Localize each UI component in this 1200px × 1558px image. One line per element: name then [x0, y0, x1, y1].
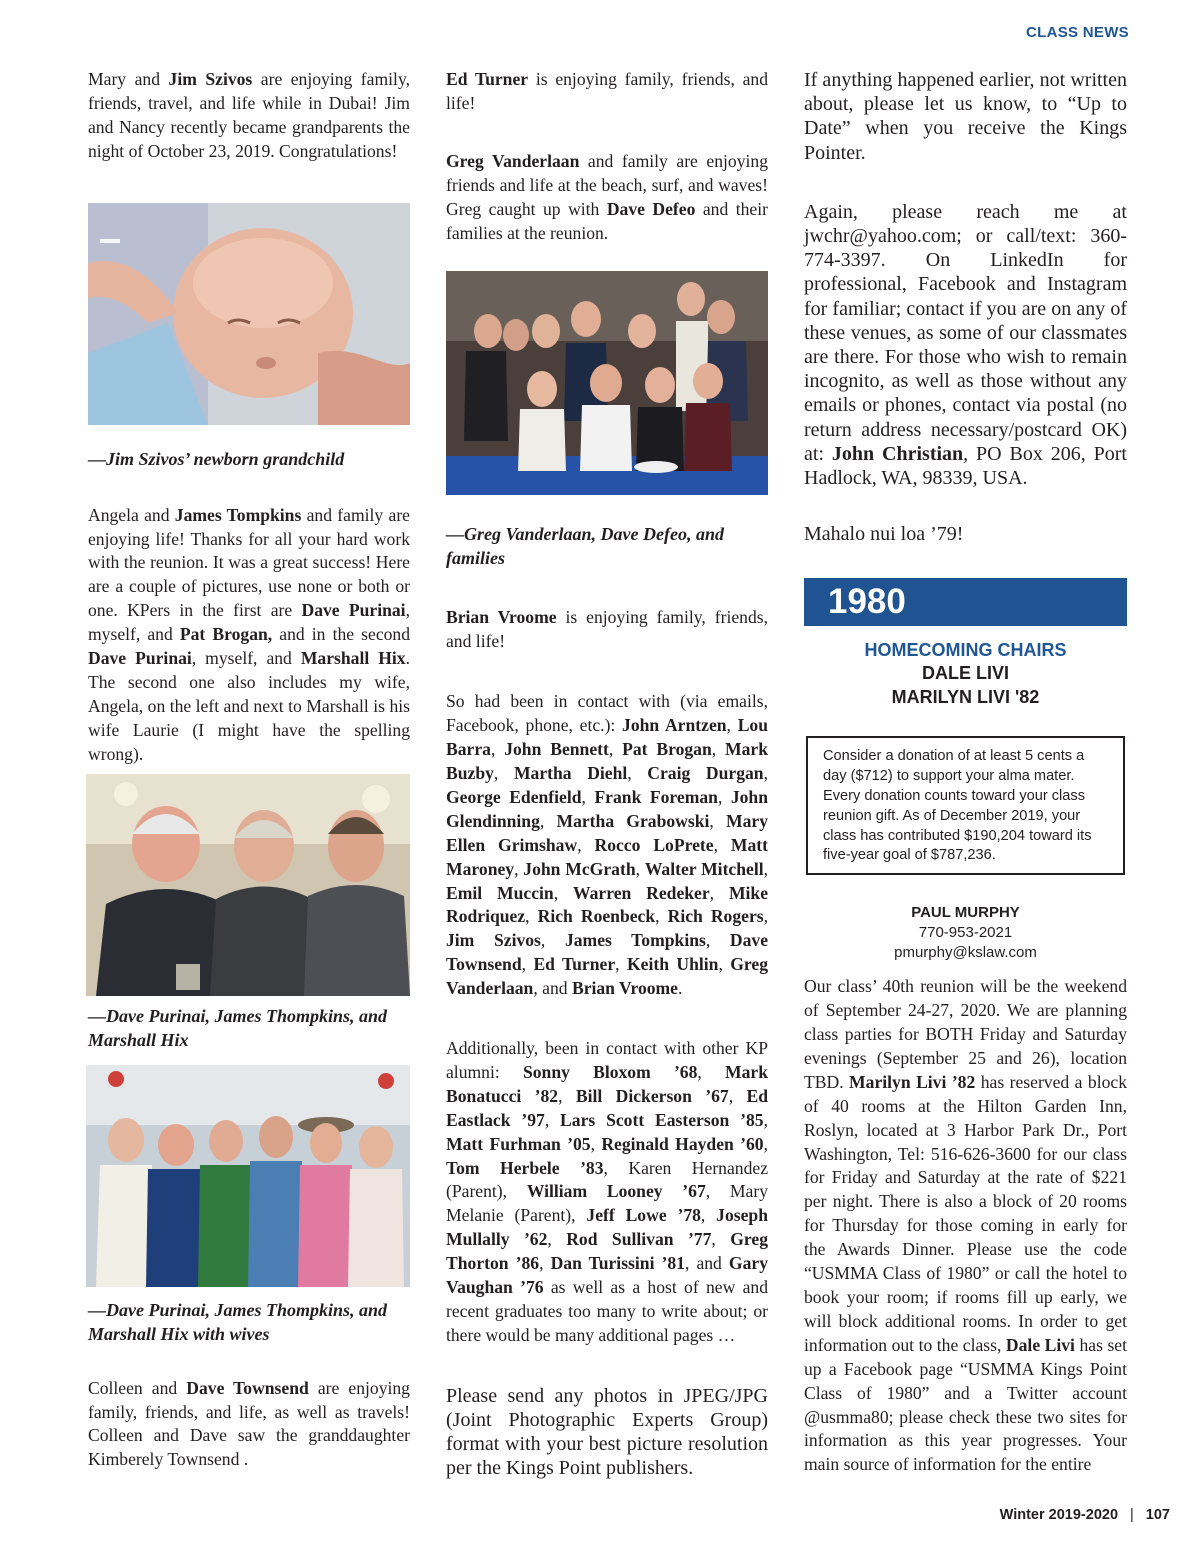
group-wives-photo-illustration	[86, 1065, 410, 1287]
page-number: 107	[1145, 1507, 1170, 1523]
contact-name-item: John McGrath	[523, 858, 636, 879]
contact-name-item: Mike Rodriquez	[446, 882, 769, 927]
class-year-band: 1980	[804, 578, 1127, 626]
homecoming-label: HOMECOMING CHAIRS	[864, 640, 1067, 661]
contact-name-item: George Edenfield	[446, 786, 582, 807]
families-caption: —Greg Vanderlaan, Dave Defeo, and families	[446, 524, 724, 569]
contact-name-item: Mary Ellen Grimshaw	[446, 810, 768, 855]
contact-name-item: Rich Roenbeck	[537, 906, 656, 927]
contacts-name-list: John Arntzen, Lou Barra, John Bennett, Pat Brogan, Mark Buzby, Martha Diehl, Craig Durgan, George Edenfield, Frank Foreman, John Glendinning, Martha Grabowski, Mary Ellen Grimshaw, Rocco LoPrete, Matt Maroney, John McGrath, Walter Mitchell, Emil Muccin, Warren Redeker, Mike Rodriquez, Rich Roenbeck, Rich Rogers, Jim Szivos, James Tompkins, Dave Townsend, Ed Turner, Keith Uhlin, Greg Vanderlaan	[446, 715, 769, 999]
contact-name-item: James Tompkins	[564, 930, 706, 951]
contacts-paragraph: So had been in contact with (via emails, Facebook, phone, etc.): John Arntzen, Lou Barra, John Bennett, Pat Brogan, Mark Buzby, Martha Diehl, Craig Durgan, George Edenfield, Frank Foreman, John Glendinning, Martha Grabowski, Mary Ellen Grimshaw, Rocco LoPrete, Matt Maroney, John McGrath, Walter Mitchell, Emil Muccin, Warren Redeker, Mike Rodriquez, Rich Roenbeck, Rich Rogers, Jim Szivos, James Tompkins, Dave Townsend, Ed Turner, Keith Uhlin, Greg Vanderlaan, and Brian Vroome.	[446, 691, 769, 999]
homecoming-chairs	[804, 639, 1127, 709]
chair-marilyn-livi: MARILYN LIVI '82	[891, 687, 1040, 708]
contact-name-item: Mark Buzby	[446, 739, 769, 783]
szivos-paragraph: Mary and Jim Szivos are enjoying family, friends, travel, and life while in Dubai! Jim and Nancy recently became grandparents the night of October 23, 2019. Congratulations!	[88, 69, 410, 161]
page-footer	[1000, 1507, 1170, 1523]
donation-box: Consider a donation of at least 5 cents a day ($712) to support your alma mater. Every donation counts toward your class reunion gift. As of December 2019, your class has contributed $190,204 toward its five-year goal of $787,236.	[806, 736, 1125, 875]
reach-me-paragraph: Again, please reach me at jwchr@yahoo.com; or call/text: 360-774-3397. On LinkedIn for professional, Facebook and Instagram for familiar; contact if you are on any of these venues, as some of our classmates are there. For those who wish to remain incognito, as well as those without any emails or phones, contact via postal (no return address necessary/postcard OK) at: John Christian, PO Box 206, Port Hadlock, WA, 98339, USA.	[804, 200, 1127, 490]
contact-name-item: Greg Vanderlaan	[446, 954, 769, 999]
contact-name-item: Warren Redeker	[572, 882, 710, 903]
mahalo-line: Mahalo nui loa ’79!	[804, 523, 964, 546]
vroome-paragraph: Brian Vroome is enjoying family, friends, and life!	[446, 607, 768, 652]
contact-name-item: John Bennett	[504, 739, 609, 760]
contact-name: PAUL MURPHY	[911, 904, 1020, 922]
column-2	[446, 68, 768, 1481]
photo-submission-paragraph: Please send any photos in JPEG/JPG (Joint Photographic Experts Group) format with your best picture resolution per the Kings Point publishers.	[446, 1384, 768, 1480]
turner-paragraph: Ed Turner is enjoying family, friends, and life!	[446, 69, 768, 113]
contact-name-item: Keith Uhlin	[626, 954, 719, 975]
contact-name-item: Dave Townsend	[446, 930, 768, 975]
newborn-caption: —Jim Szivos’ newborn grandchild	[88, 448, 345, 469]
three-men-photo-illustration	[86, 774, 410, 996]
contact-name-item: Emil Muccin	[446, 882, 554, 903]
issue-label: Winter 2019-2020	[999, 1507, 1119, 1523]
alumni-paragraph: Additionally, been in contact with other KP alumni: Sonny Bloxom ’68, Mark Bonatucci ’82, Bill Dickerson ’67, Ed Eastlack ’97, Lars Scott Easterson ’85, Matt Furhman ’05, Reginald Hayden ’60, Tom Herbele ’83, Karen Hernandez (Parent), William Looney ’67, Mary Melanie (Parent), Jeff Lowe ’78, Joseph Mullally ’62, Rod Sullivan ’77, Greg Thorton ’86, Dan Turissini ’81, and Gary Vaughan ’76 as well as a host of new and recent graduates too many to write about; or there would be many additional pages …	[446, 1038, 769, 1345]
contact-name-item: Martha Grabowski	[556, 810, 710, 831]
contact-name-item: Craig Durgan	[647, 762, 764, 783]
earlier-news-paragraph: If anything happened earlier, not written about, please let us know, to “Up to Date” when you receive the Kings Pointer.	[804, 69, 1127, 164]
contact-name-item: Frank Foreman	[594, 786, 718, 807]
tompkins-paragraph: Angela and James Tompkins and family are enjoying life! Thanks for all your hard work with the reunion. It was a great success! Here are a couple of pictures, use none or both or one. KPers in the first are Dave Purinai, myself, and Pat Brogan, and in the second Dave Purinai, myself, and Marshall Hix. The second one also includes my wife, Angela, on the left and next to Marshall is his wife Laurie (I might have the spelling wrong).	[88, 504, 411, 764]
photo-newborn	[88, 203, 410, 425]
contact-email[interactable]: pmurphy@kslaw.com	[894, 944, 1037, 962]
reunion-paragraph: Our class’ 40th reunion will be the weekend of September 24-27, 2020. We are planning class parties for BOTH Friday and Saturday evenings (September 25 and 26), location TBD. Marilyn Livi ’82 has reserved a block of 40 rooms at the Hilton Garden Inn, Roslyn, located at 3 Harbor Park Dr., Port Washington, Tel: 516-626-3600 for our class for Friday and Saturday at the rate of $221 per night. There is also a block of 20 rooms for Thursday for those coming in early for the Awards Dinner. Please use the code “USMMA Class of 1980” or call the hotel to book your room; if rooms fill up early, we will block additional rooms. In order to get information out to the class, Dale Livi has set up a Facebook page “USMMA Kings Point Class of 1980” and a Twitter account @usmma80; please check these two sites for information as this year progresses. Your main source of information for the entire	[804, 976, 1128, 1475]
townsend-paragraph: Colleen and Dave Townsend are enjoying family, friends, and life, as well as travels! Colleen and Dave saw the granddaughter Kimberely Townsend .	[88, 1377, 410, 1470]
contact-name-item: Rocco LoPrete	[594, 834, 714, 855]
contact-name-item: Martha Diehl	[513, 762, 628, 783]
three-men-caption: —Dave Purinai, James Thompkins, and Marshall Hix	[88, 1005, 388, 1050]
contact-name-item: John Arntzen	[622, 715, 727, 736]
column-1	[88, 68, 410, 1472]
newborn-photo-illustration	[88, 203, 410, 425]
column-3	[804, 68, 1127, 1477]
contact-name-item: Pat Brogan	[622, 739, 712, 760]
chair-dale-livi: DALE LIVI	[921, 663, 1009, 684]
vanderlaan-paragraph: Greg Vanderlaan and family are enjoying friends and life at the beach, surf, and waves! Greg caught up with Dave Defeo and their families at the reunion.	[446, 150, 768, 243]
contact-phone: 770-953-2021	[918, 924, 1013, 942]
contact-name-item: John Glendinning	[446, 786, 768, 831]
contact-name-item: Ed Turner	[533, 954, 616, 975]
families-photo-illustration	[446, 271, 768, 495]
group-wives-caption: —Dave Purinai, James Thompkins, and Marshall Hix with wives	[88, 1299, 388, 1344]
footer-separator: |	[1130, 1507, 1134, 1523]
contact-name-item: Jim Szivos	[446, 930, 541, 951]
class-contact	[804, 903, 1127, 963]
contact-name-item: Walter Mitchell	[644, 858, 764, 879]
photo-three-men	[86, 774, 410, 996]
contact-name-item: Rich Rogers	[667, 906, 764, 927]
section-header: CLASS NEWS	[1025, 24, 1129, 41]
photo-vanderlaan-families	[446, 271, 768, 495]
contact-name-item: Matt Maroney	[446, 834, 769, 879]
photo-group-wives	[86, 1065, 410, 1287]
contact-name-item: Lou Barra	[446, 715, 769, 760]
